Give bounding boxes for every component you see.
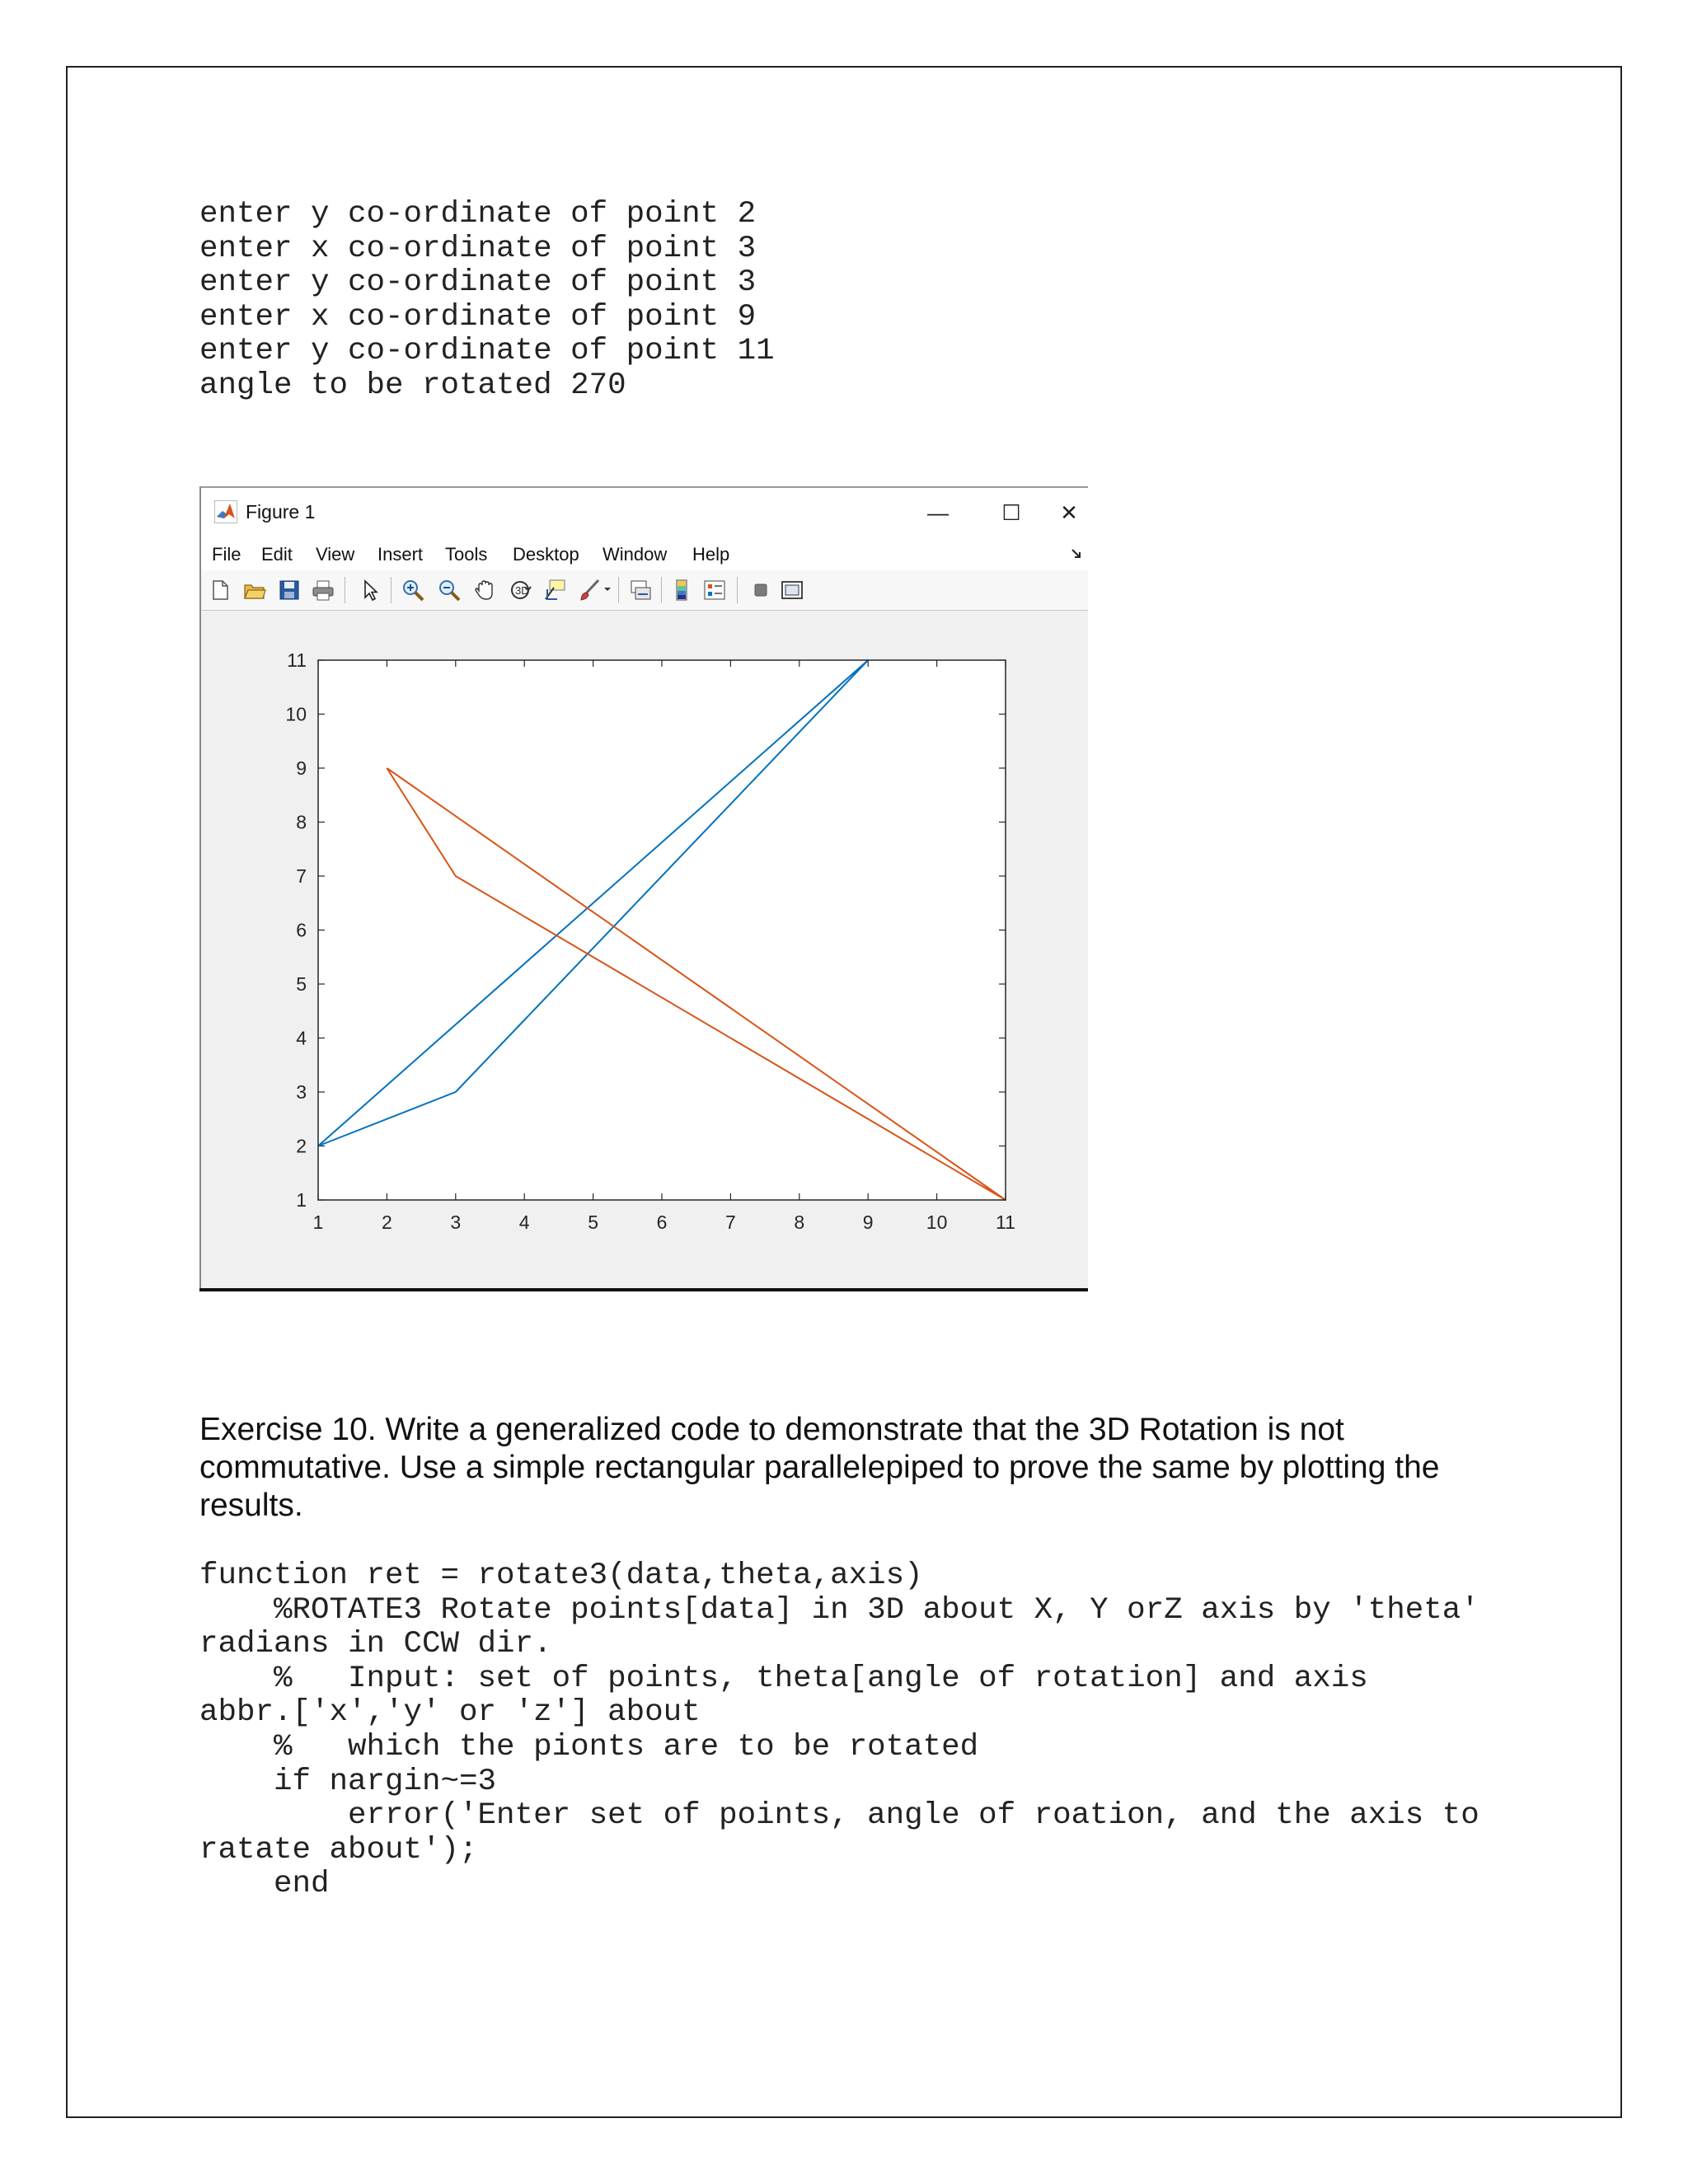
save-icon[interactable] [277, 578, 302, 602]
new-figure-icon[interactable] [208, 578, 232, 602]
code-line: %ROTATE3 Rotate points[data] in 3D about X, Y orZ axis by 'theta' [199, 1592, 1479, 1628]
x-tick-label: 3 [450, 1212, 462, 1233]
y-tick-label: 5 [296, 973, 307, 995]
y-tick-label: 3 [296, 1081, 307, 1103]
minimize-icon[interactable]: — [927, 500, 949, 525]
x-tick-label: 8 [794, 1212, 805, 1233]
x-tick-label: 9 [862, 1212, 874, 1233]
hide-plot-tools-icon[interactable] [748, 578, 773, 602]
x-tick-label: 11 [996, 1212, 1015, 1233]
code-line: if nargin~=3 [199, 1764, 497, 1799]
toolbar-separator [737, 577, 738, 603]
legend-icon[interactable] [702, 578, 727, 602]
maximize-icon[interactable]: ☐ [1001, 500, 1021, 525]
y-tick-label: 8 [296, 811, 307, 833]
close-icon[interactable]: ✕ [1060, 500, 1078, 525]
x-tick-label: 10 [926, 1212, 948, 1233]
console-line: enter x co-ordinate of point 9 [199, 299, 757, 335]
code-line: error('Enter set of points, angle of roation, and the axis to [199, 1798, 1479, 1834]
svg-text:3D: 3D [515, 584, 529, 597]
data-cursor-icon[interactable] [542, 578, 567, 602]
console-line: enter x co-ordinate of point 3 [199, 231, 757, 266]
y-tick-label: 4 [296, 1027, 307, 1049]
pan-icon[interactable] [472, 578, 497, 602]
zoom-in-icon[interactable] [401, 578, 425, 602]
code-line: abbr.['x','y' or 'z'] about [199, 1695, 701, 1731]
code-line: end [199, 1867, 330, 1902]
line-chart[interactable] [201, 611, 1088, 1286]
zoom-out-icon[interactable] [437, 578, 462, 602]
plot-area [201, 611, 1088, 1286]
dock-arrow-icon[interactable] [1070, 547, 1083, 560]
code-line: ratate about'); [199, 1832, 478, 1868]
y-tick-label: 11 [287, 649, 307, 671]
code-line: % which the pionts are to be rotated [199, 1729, 979, 1765]
toolbar-separator [661, 577, 662, 603]
axes-background [318, 660, 1006, 1200]
brush-icon[interactable] [577, 578, 602, 602]
menu-edit[interactable]: Edit [261, 544, 293, 565]
menu-help[interactable]: Help [692, 544, 730, 565]
menu-desktop[interactable]: Desktop [513, 544, 579, 565]
y-tick-label: 10 [285, 703, 307, 725]
menu-window[interactable]: Window [603, 544, 668, 565]
x-tick-label: 1 [312, 1212, 324, 1233]
x-tick-label: 6 [656, 1212, 668, 1233]
print-icon[interactable] [311, 578, 335, 602]
toolbar-separator [391, 577, 392, 603]
console-line: enter y co-ordinate of point 11 [199, 334, 775, 369]
figure-titlebar[interactable] [201, 488, 1088, 537]
brush-dropdown-icon[interactable] [603, 585, 612, 593]
figure-menubar [201, 537, 1088, 570]
figure-toolbar [201, 570, 1088, 611]
y-tick-label: 2 [296, 1135, 307, 1157]
rotate-3d-icon[interactable] [508, 578, 532, 602]
figure-window-bottom-edge [199, 1288, 1088, 1291]
code-listing [199, 1559, 1479, 1902]
code-line: function ret = rotate3(data,theta,axis) [199, 1558, 923, 1593]
menu-tools[interactable]: Tools [445, 544, 488, 565]
show-plot-tools-icon[interactable] [780, 578, 804, 602]
figure-window [199, 486, 1088, 1291]
console-line: enter y co-ordinate of point 2 [199, 197, 757, 232]
x-tick-label: 5 [588, 1212, 598, 1233]
console-output [199, 198, 775, 404]
matlab-logo-icon [214, 500, 237, 523]
menu-view[interactable]: View [316, 544, 355, 565]
exercise-text: Exercise 10. Write a generalized code to demonstrate that the 3D Rotation is not commutative. Use a simple rectangular parallelepiped to prove the same by plotting the results. [199, 1412, 1440, 1523]
console-line: angle to be rotated 270 [199, 368, 626, 403]
y-tick-label: 1 [296, 1189, 307, 1211]
x-tick-label: 2 [382, 1212, 392, 1233]
link-plot-icon[interactable] [628, 578, 653, 602]
y-tick-label: 7 [296, 865, 307, 887]
console-line: enter y co-ordinate of point 3 [199, 265, 757, 301]
x-tick-label: 4 [518, 1212, 530, 1233]
code-line: % Input: set of points, theta[angle of rotation] and axis [199, 1661, 1368, 1696]
menu-insert[interactable]: Insert [377, 544, 424, 565]
colorbar-icon[interactable] [669, 578, 694, 602]
open-file-icon[interactable] [242, 578, 267, 602]
x-tick-label: 7 [725, 1212, 736, 1233]
toolbar-separator [618, 577, 619, 603]
code-line: radians in CCW dir. [199, 1627, 552, 1662]
edit-plot-icon[interactable] [358, 578, 382, 602]
y-tick-label: 9 [296, 757, 307, 779]
y-tick-label: 6 [296, 919, 307, 941]
figure-title: Figure 1 [246, 501, 316, 523]
menu-file[interactable]: File [212, 544, 241, 565]
